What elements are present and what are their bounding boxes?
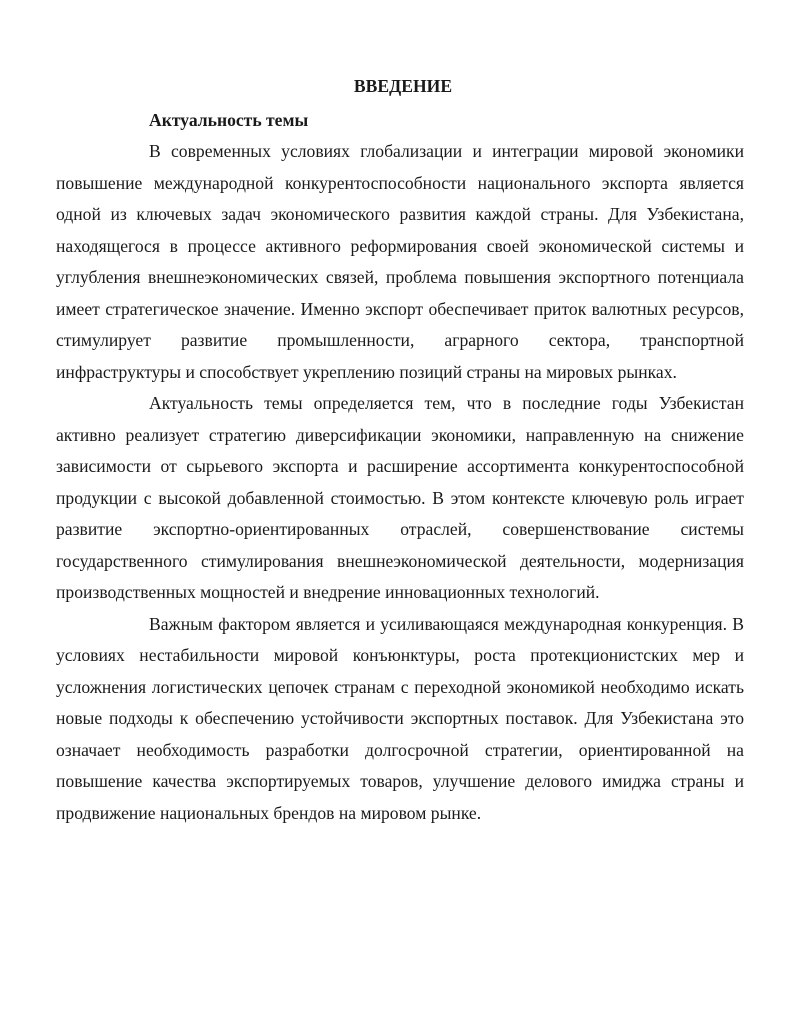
paragraph-1: В современных условиях глобализации и интеграции мировой экономики повышение международной конкурентоспособности национального экспорта является одной из ключевых задач экономического развития каждой страны. Для Узбекистана, находящегося в процессе активного реформирования своей экономической системы и углубления внешнеэкономических связей, проблема повышения экспортного потенциала имеет стратегическое значение. Именно экспорт обеспечивает приток валютных ресурсов, стимулирует развитие промышленности, аграрного сектора, транспортной инфраструктуры и способствует укреплению позиций страны на мировых рынках. [56,141,744,382]
paragraph-3: Важным фактором является и усиливающаяся международная конкуренция. В условиях нестабильности мировой конъюнктуры, роста протекционистских мер и усложнения логистических цепочек странам с переходной экономикой необходимо искать новые подходы к обеспечению устойчивости экспортных поставок. Для Узбекистана это означает необходимость разработки долгосрочной стратегии, ориентированной на повышение качества экспортируемых товаров, улучшение делового имиджа страны и продвижение национальных брендов на мировом рынке. [56,613,744,823]
paragraph-2: Актуальность темы определяется тем, что в последние годы Узбекистан активно реализует стратегию диверсификации экономики, направленную на снижение зависимости от сырьевого экспорта и расширение ассортимента конкурентоспособной продукции с высокой добавленной стоимостью. В этом контексте ключевую роль играет развитие экспортно-ориентированных отраслей, совершенствование системы государственного стимулирования внешнеэкономической деятельности, модернизация производственных мощностей и внедрение инновационных технологий. [56,393,744,602]
section-subtitle: Актуальность темы [149,110,309,130]
page-title: ВВЕДЕНИЕ [353,76,453,96]
document-body [56,68,744,829]
